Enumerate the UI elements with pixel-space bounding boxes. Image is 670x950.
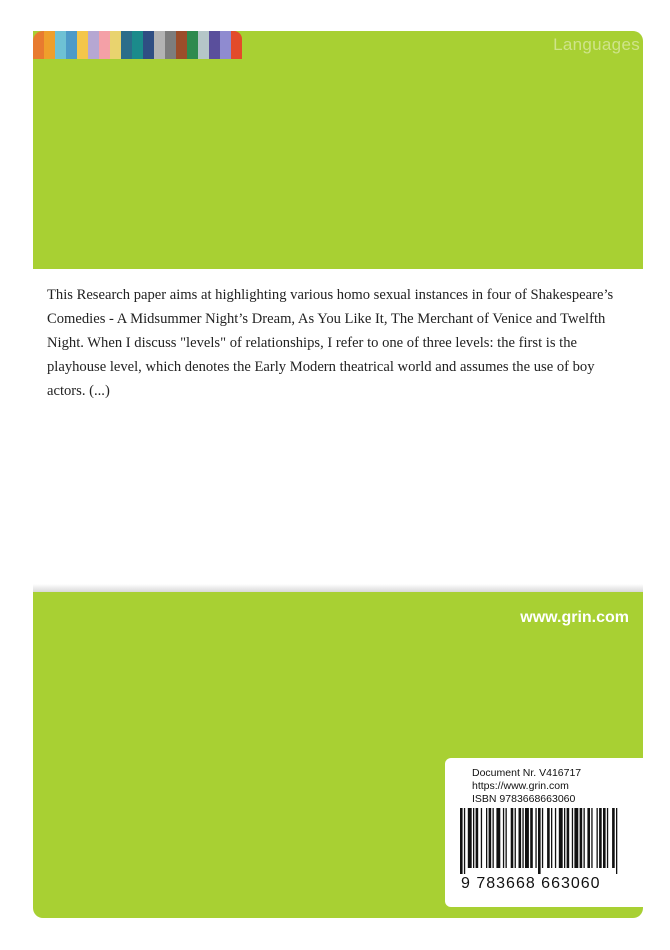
book-description: This Research paper aims at highlighting various homo sexual instances in four of Shakespeare’s Comedies - A Midsummer Night’s Dream, As You Like It, The Merchant of Venice and Twelfth Night. When I discuss "levels" of relationships, I refer to one of three levels: the first is the playhouse level, which denotes the Early Modern theatrical world and assumes the use of boy actors. (...) bbox=[47, 287, 614, 399]
color-stripe bbox=[231, 31, 242, 59]
publisher-url[interactable]: https://www.grin.com bbox=[472, 780, 569, 792]
barcode-bar bbox=[591, 808, 592, 868]
color-stripe bbox=[121, 31, 132, 59]
barcode-bar bbox=[597, 808, 598, 868]
color-stripe bbox=[44, 31, 55, 59]
barcode-bar bbox=[547, 808, 550, 868]
barcode-bar bbox=[522, 808, 523, 868]
barcode-bars bbox=[456, 808, 636, 874]
barcode-bar bbox=[564, 808, 565, 868]
barcode-bar bbox=[476, 808, 479, 868]
color-stripe bbox=[77, 31, 88, 59]
color-stripe bbox=[110, 31, 121, 59]
barcode-bar bbox=[503, 808, 504, 868]
barcode-bar bbox=[489, 808, 492, 868]
barcode-bar bbox=[574, 808, 578, 868]
color-stripe bbox=[99, 31, 110, 59]
color-stripe bbox=[176, 31, 187, 59]
panel-shadow bbox=[33, 584, 643, 592]
barcode-bar bbox=[587, 808, 590, 868]
barcode-bar bbox=[481, 808, 482, 868]
barcode-bar bbox=[559, 808, 563, 868]
barcode-bar bbox=[612, 808, 615, 868]
barcode-bar bbox=[493, 808, 494, 868]
barcode-bar bbox=[542, 808, 543, 868]
barcode-bar bbox=[580, 808, 583, 868]
barcode-bar bbox=[515, 808, 516, 868]
color-stripe bbox=[209, 31, 220, 59]
barcode-bar bbox=[567, 808, 570, 868]
color-stripe-bar bbox=[33, 31, 242, 59]
isbn-number: ISBN 9783668663060 bbox=[472, 793, 576, 805]
barcode-bar bbox=[464, 808, 465, 874]
barcode-bar bbox=[519, 808, 522, 868]
color-stripe bbox=[165, 31, 176, 59]
barcode-bar bbox=[506, 808, 507, 868]
barcode-bar bbox=[538, 808, 541, 874]
color-stripe bbox=[143, 31, 154, 59]
barcode-bar bbox=[473, 808, 474, 868]
barcode-bar bbox=[511, 808, 514, 868]
color-stripe bbox=[132, 31, 143, 59]
barcode-bar bbox=[486, 808, 487, 868]
barcode-bar bbox=[460, 808, 463, 874]
color-stripe bbox=[55, 31, 66, 59]
barcode-bar bbox=[616, 808, 617, 874]
book-back-cover bbox=[33, 31, 643, 918]
barcode-bar bbox=[535, 808, 536, 868]
barcode-bar bbox=[530, 808, 533, 868]
barcode-box bbox=[445, 758, 643, 907]
barcode-bar bbox=[599, 808, 602, 868]
color-stripe bbox=[154, 31, 165, 59]
document-number: Document Nr. V416717 bbox=[472, 767, 582, 779]
color-stripe bbox=[88, 31, 99, 59]
barcode-bar bbox=[496, 808, 500, 868]
color-stripe bbox=[33, 31, 44, 59]
barcode-bar bbox=[607, 808, 608, 868]
color-stripe bbox=[220, 31, 231, 59]
barcode-bar bbox=[572, 808, 573, 868]
top-green-panel bbox=[33, 31, 643, 269]
barcode-bar bbox=[525, 808, 529, 868]
publisher-website[interactable]: www.grin.com bbox=[520, 609, 629, 626]
series-label: Languages bbox=[553, 35, 640, 54]
barcode-bar bbox=[603, 808, 606, 868]
color-stripe bbox=[66, 31, 77, 59]
barcode-bar bbox=[551, 808, 552, 868]
barcode-bar bbox=[584, 808, 585, 868]
barcode-digits: 9 783668 663060 bbox=[461, 875, 601, 892]
color-stripe bbox=[198, 31, 209, 59]
barcode-bar bbox=[468, 808, 472, 868]
barcode-bar bbox=[555, 808, 556, 868]
color-stripe bbox=[187, 31, 198, 59]
